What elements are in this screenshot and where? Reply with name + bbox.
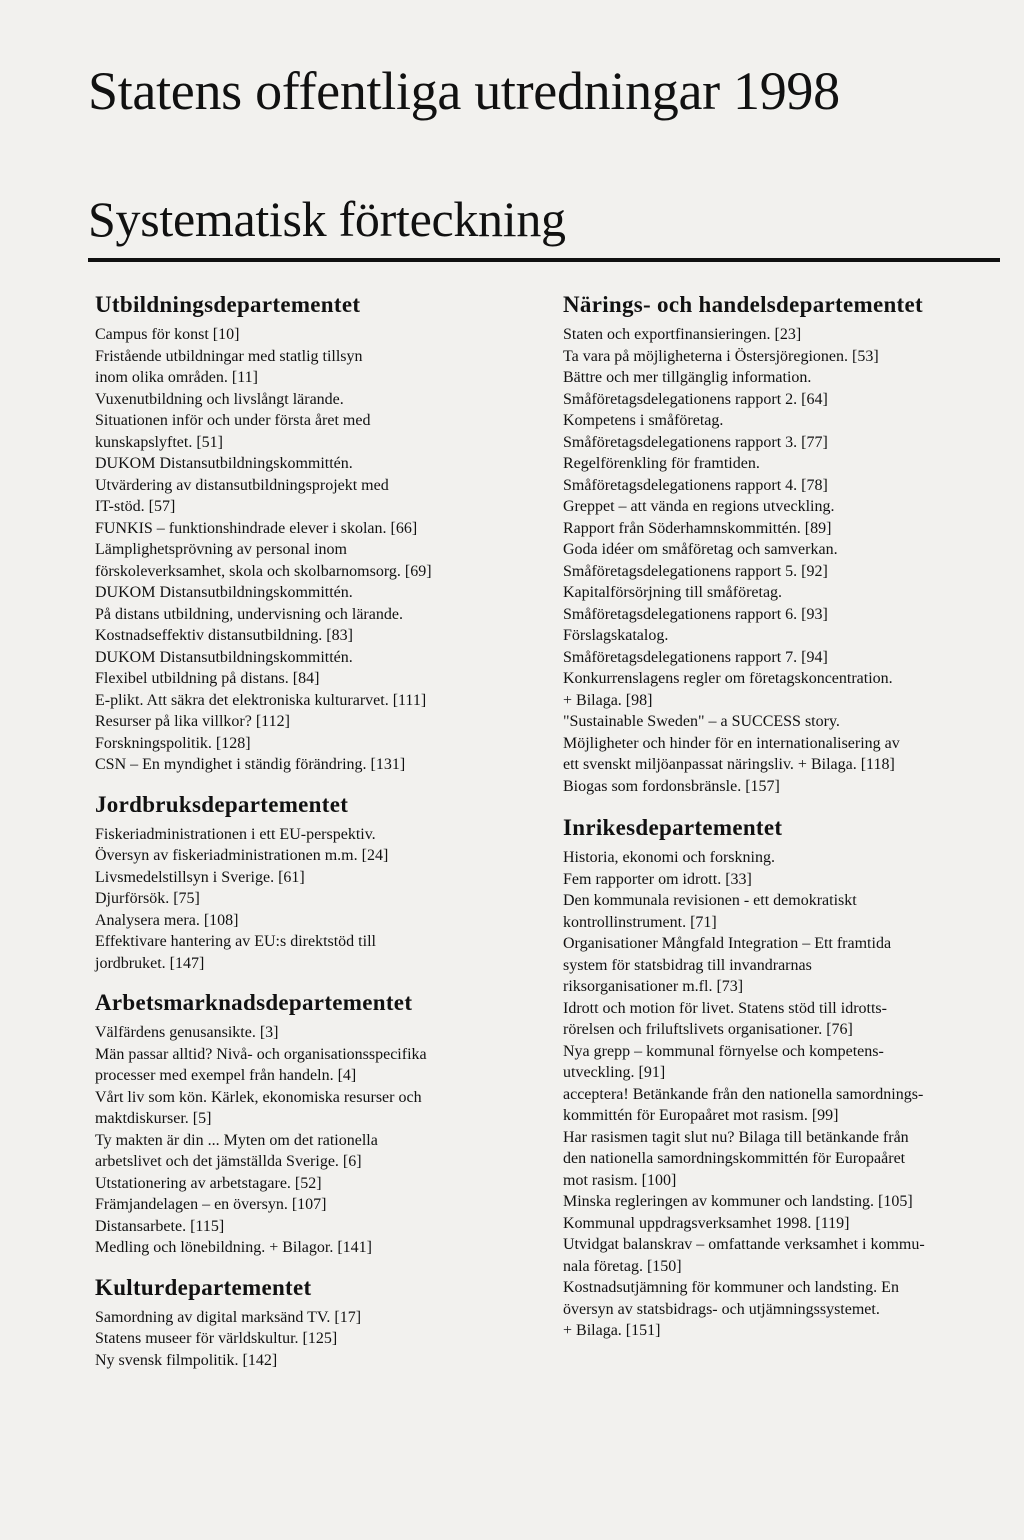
department-section bbox=[95, 290, 525, 776]
report-entry: Ta vara på möjligheterna i Östersjöregionen. [53] bbox=[563, 347, 879, 365]
department-heading: Närings- och handelsdepartementet bbox=[563, 292, 923, 317]
report-entry: jordbruket. [147] bbox=[95, 954, 205, 972]
report-entry: Lämplighetsprövning av personal inom bbox=[95, 541, 347, 558]
right-column bbox=[563, 290, 1008, 1356]
report-entry: Förslagskatalog. bbox=[563, 627, 669, 644]
report-entry: FUNKIS – funktionshindrade elever i skolan. [66] bbox=[95, 519, 418, 537]
report-entry: Kostnadseffektiv distansutbildning. [83] bbox=[95, 627, 353, 644]
report-entry: DUKOM Distansutbildningskommittén. bbox=[95, 455, 353, 472]
report-entry: Effektivare hantering av EU:s direktstöd till bbox=[95, 933, 376, 950]
department-heading: Jordbruksdepartementet bbox=[95, 791, 349, 817]
report-entry: Den kommunala revisionen - ett demokratiskt bbox=[563, 892, 857, 909]
report-entry: Främjandelagen – en översyn. [107] bbox=[95, 1196, 327, 1213]
department-heading: Inrikesdepartementet bbox=[563, 815, 783, 840]
report-entry: Rapport från Söderhamnskommittén. [89] bbox=[563, 519, 832, 537]
report-entry: Kompetens i småföretag. bbox=[563, 412, 724, 429]
report-entry: Småföretagsdelegationens rapport 6. [93] bbox=[563, 605, 828, 623]
report-entry: kunskapslyftet. [51] bbox=[95, 433, 223, 451]
report-entry: Resurser på lika villkor? [112] bbox=[95, 713, 290, 730]
left-column bbox=[95, 290, 525, 1385]
report-entry: förskoleverksamhet, skola och skolbarnomsorg. [69] bbox=[95, 562, 432, 580]
report-entry: Har rasismen tagit slut nu? Bilaga till betänkande från bbox=[563, 1128, 909, 1146]
report-entry: + Bilaga. [151] bbox=[563, 1322, 661, 1339]
report-entry: den nationella samordningskommittén för Europaåret bbox=[563, 1150, 906, 1167]
report-entry: Distansarbete. [115] bbox=[95, 1217, 225, 1235]
report-entry: Småföretagsdelegationens rapport 3. [77] bbox=[563, 433, 828, 451]
report-entry: Fristående utbildningar med statlig tillsyn bbox=[95, 347, 363, 365]
report-entry: Historia, ekonomi och forskning. bbox=[563, 849, 775, 866]
report-entry: inom olika områden. [11] bbox=[95, 369, 258, 386]
report-entry: arbetslivet och det jämställda Sverige. [6] bbox=[95, 1153, 362, 1170]
report-entry: Djurförsök. [75] bbox=[95, 890, 200, 907]
page-title: Statens offentliga utredningar 1998 bbox=[88, 61, 840, 121]
report-entry: Utvärdering av distansutbildningsprojekt med bbox=[95, 476, 389, 494]
report-entry: Regelförenkling för framtiden. bbox=[563, 455, 760, 472]
report-entry: Vårt liv som kön. Kärlek, ekonomiska resurser och bbox=[95, 1088, 422, 1106]
report-entry: Ty makten är din ... Myten om det rationella bbox=[95, 1131, 378, 1149]
report-entry: Möjligheter och hinder för en internationalisering av bbox=[563, 734, 900, 752]
department-heading: Kulturdepartementet bbox=[95, 1274, 312, 1300]
report-entry: Statens museer för världskultur. [125] bbox=[95, 1330, 338, 1347]
report-entry: ett svenskt miljöanpassat näringsliv. + Bilaga. [118] bbox=[563, 756, 895, 773]
report-entry: Konkurrenslagens regler om företagskoncentration. bbox=[563, 670, 893, 687]
report-entry: nala företag. [150] bbox=[563, 1257, 682, 1275]
report-entry: Kommunal uppdragsverksamhet 1998. [119] bbox=[563, 1214, 850, 1232]
report-entry: Greppet – att vända en regions utveckling. bbox=[563, 498, 835, 515]
report-entry: Småföretagsdelegationens rapport 7. [94] bbox=[563, 648, 828, 666]
report-entry: Kostnadsutjämning för kommuner och landsting. En bbox=[563, 1279, 899, 1296]
report-entry: Utvidgat balanskrav – omfattande verksamhet i kommu- bbox=[563, 1236, 925, 1253]
report-entry: kontrollinstrument. [71] bbox=[563, 913, 717, 931]
report-entry: Analysera mera. [108] bbox=[95, 911, 239, 929]
report-entry: riksorganisationer m.fl. [73] bbox=[563, 978, 744, 995]
department-section bbox=[95, 1273, 525, 1372]
report-entry: maktdiskurser. [5] bbox=[95, 1110, 212, 1127]
report-entry: Campus för konst [10] bbox=[95, 326, 240, 343]
report-entry: Samordning av digital marksänd TV. [17] bbox=[95, 1308, 362, 1326]
report-entry: Idrott och motion för livet. Statens stöd till idrotts- bbox=[563, 999, 887, 1017]
report-entry: Översyn av fiskeriadministrationen m.m. [24] bbox=[95, 847, 389, 864]
report-entry: Forskningspolitik. [128] bbox=[95, 734, 251, 752]
report-list bbox=[95, 324, 525, 776]
report-entry: Staten och exportfinansieringen. [23] bbox=[563, 326, 802, 343]
report-entry: CSN – En myndighet i ständig förändring. [131] bbox=[95, 756, 406, 773]
report-list bbox=[95, 1022, 525, 1259]
report-entry: IT-stöd. [57] bbox=[95, 498, 176, 515]
report-entry: Organisationer Mångfald Integration – Ett framtida bbox=[563, 935, 892, 952]
report-entry: DUKOM Distansutbildningskommittén. bbox=[95, 584, 353, 601]
department-section bbox=[95, 790, 525, 975]
report-entry: På distans utbildning, undervisning och lärande. bbox=[95, 605, 403, 623]
title-rule bbox=[88, 258, 1000, 262]
report-entry: översyn av statsbidrags- och utjämningssystemet. bbox=[563, 1300, 880, 1318]
report-entry: Vuxenutbildning och livslångt lärande. bbox=[95, 390, 344, 408]
report-entry: Småföretagsdelegationens rapport 4. [78] bbox=[563, 476, 828, 494]
report-entry: Situationen inför och under första året med bbox=[95, 412, 371, 429]
report-entry: Fem rapporter om idrott. [33] bbox=[563, 870, 752, 888]
department-section bbox=[95, 988, 525, 1259]
page-subtitle: Systematisk förteckning bbox=[88, 191, 566, 247]
report-entry: processer med exempel från handeln. [4] bbox=[95, 1067, 357, 1084]
report-list bbox=[563, 847, 1008, 1342]
report-entry: Utstationering av arbetstagare. [52] bbox=[95, 1174, 322, 1192]
report-entry: Män passar alltid? Nivå- och organisationsspecifika bbox=[95, 1045, 427, 1063]
department-section bbox=[563, 290, 1008, 797]
report-list bbox=[563, 324, 1008, 797]
report-entry: Bättre och mer tillgänglig information. bbox=[563, 369, 812, 386]
report-entry: Fiskeriadministrationen i ett EU-perspektiv. bbox=[95, 825, 376, 843]
report-entry: Biogas som fordonsbränsle. [157] bbox=[563, 777, 780, 795]
report-entry: Goda idéer om småföretag och samverkan. bbox=[563, 541, 838, 558]
report-entry: Småföretagsdelegationens rapport 5. [92] bbox=[563, 562, 828, 580]
report-entry: Ny svensk filmpolitik. [142] bbox=[95, 1351, 278, 1369]
report-entry: Nya grepp – kommunal förnyelse och kompetens- bbox=[563, 1042, 884, 1060]
report-entry: Livsmedelstillsyn i Sverige. [61] bbox=[95, 868, 305, 886]
report-entry: Flexibel utbildning på distans. [84] bbox=[95, 670, 320, 687]
report-entry: acceptera! Betänkande från den nationella samordnings- bbox=[563, 1085, 924, 1103]
department-heading: Arbetsmarknadsdepartementet bbox=[95, 990, 413, 1015]
report-entry: Kapitalförsörjning till småföretag. bbox=[563, 584, 783, 601]
report-entry: Medling och lönebildning. + Bilagor. [141] bbox=[95, 1239, 372, 1256]
report-entry: system för statsbidrag till invandrarnas bbox=[563, 956, 812, 974]
report-entry: Minska regleringen av kommuner och landsting. [105] bbox=[563, 1193, 913, 1210]
report-entry: Välfärdens genusansikte. [3] bbox=[95, 1024, 279, 1041]
report-entry: utveckling. [91] bbox=[563, 1064, 666, 1081]
report-entry: kommittén för Europaåret mot rasism. [99] bbox=[563, 1107, 839, 1124]
report-entry: Småföretagsdelegationens rapport 2. [64] bbox=[563, 390, 828, 408]
report-entry: mot rasism. [100] bbox=[563, 1171, 677, 1189]
report-entry: E-plikt. Att säkra det elektroniska kulturarvet. [111] bbox=[95, 691, 427, 709]
report-entry: rörelsen och friluftslivets organisationer. [76] bbox=[563, 1021, 853, 1038]
department-heading: Utbildningsdepartementet bbox=[95, 292, 361, 317]
report-entry: DUKOM Distansutbildningskommittén. bbox=[95, 648, 353, 666]
report-entry: + Bilaga. [98] bbox=[563, 691, 653, 709]
report-entry: "Sustainable Sweden" – a SUCCESS story. bbox=[563, 713, 840, 730]
report-list bbox=[95, 1307, 525, 1372]
department-section bbox=[563, 813, 1008, 1342]
report-list bbox=[95, 824, 525, 975]
